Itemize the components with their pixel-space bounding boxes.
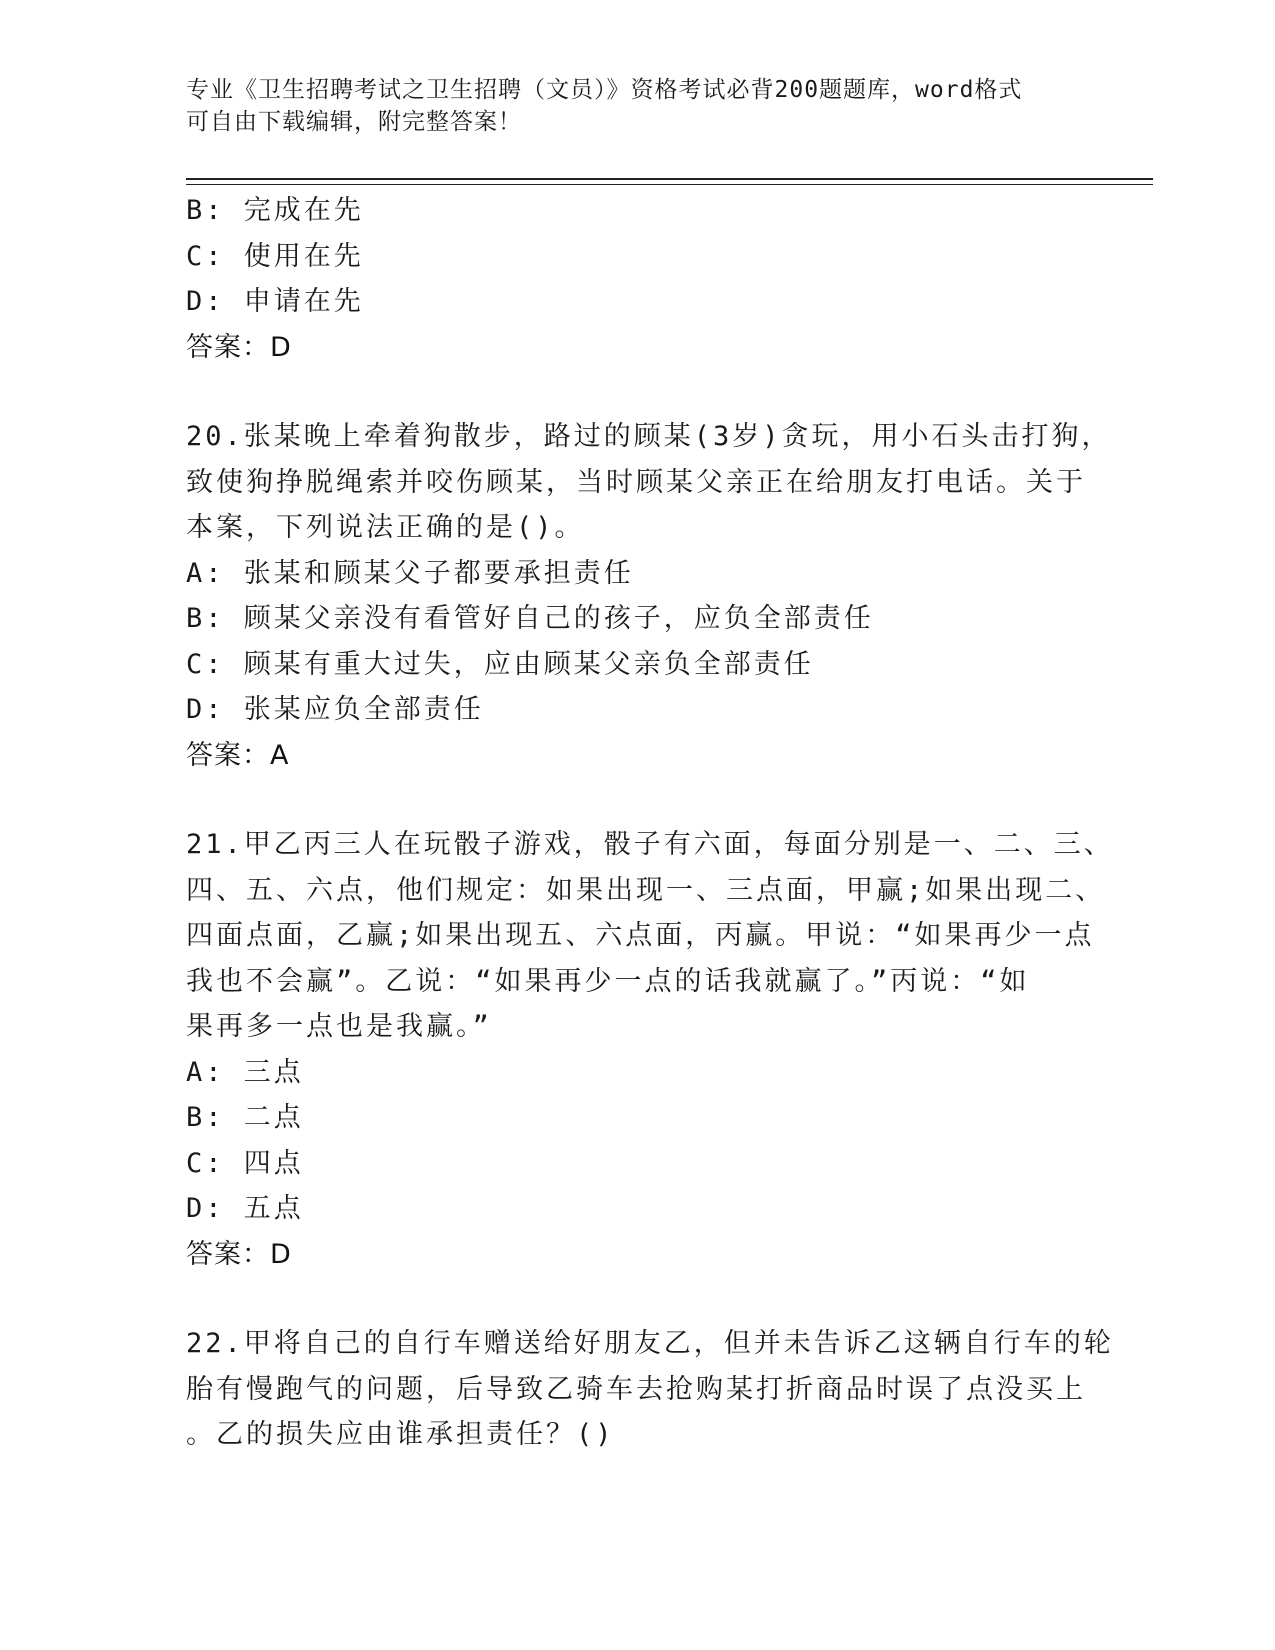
question-stem-line: 果再多一点也是我赢。” (186, 1011, 492, 1042)
option-b: B: 完成在先 (186, 195, 364, 226)
question-stem-line: 22.甲将自己的自行车赠送给好朋友乙，但并未告诉乙这辆自行车的轮 (186, 1328, 1114, 1359)
answer-text: 答案：A (186, 739, 290, 771)
spacer (186, 370, 1086, 414)
header-rule-thin (186, 184, 1153, 185)
option-a: A: 三点 (186, 1056, 304, 1088)
question-stem-line: 四面点面，乙赢;如果出现五、六点面，丙赢。甲说：“如果再少一点 (186, 920, 1095, 951)
option-c: C: 使用在先 (186, 240, 364, 272)
header-line-1: 专业《卫生招聘考试之卫生招聘（文员）》资格考试必背200题题库，word格式 (186, 77, 1023, 103)
question-stem-line: 20.张某晚上牵着狗散步，路过的顾某(3岁)贪玩，用小石头击打狗， (186, 421, 1112, 452)
document-body (186, 188, 1114, 1458)
question-stem-line: 胎有慢跑气的问题，后导致乙骑车去抢购某打折商品时误了点没买上 (186, 1373, 1086, 1405)
option-b: B: 二点 (186, 1102, 304, 1133)
spacer (186, 778, 1086, 822)
option-d: D: 五点 (186, 1193, 304, 1224)
option-d: D: 张某应负全部责任 (186, 694, 484, 725)
document-header (186, 74, 1066, 138)
question-stem-line: 本案，下列说法正确的是()。 (186, 512, 585, 543)
header-line-2: 可自由下载编辑，附完整答案！ (186, 109, 522, 135)
answer (186, 1232, 1086, 1278)
question-20 (186, 414, 1112, 778)
answer-text: 答案：D (186, 1238, 292, 1270)
option-c: C: 顾某有重大过失，应由顾某父亲负全部责任 (186, 648, 814, 680)
option-a: A: 张某和顾某父子都要承担责任 (186, 557, 634, 589)
question-22 (186, 1321, 1114, 1458)
option-d: D: 申请在先 (186, 286, 364, 317)
question-stem-line: 致使狗挣脱绳索并咬伤顾某，当时顾某父亲正在给朋友打电话。关于 (186, 466, 1086, 498)
answer (186, 733, 1086, 779)
spacer (186, 1277, 1086, 1321)
question-19-tail (186, 188, 1086, 370)
question-stem-line: 我也不会赢”。乙说：“如果再少一点的话我就赢了。”丙说：“如 (186, 965, 1030, 997)
question-stem-line: 。乙的损失应由谁承担责任？() (186, 1419, 615, 1450)
option-b: B: 顾某父亲没有看管好自己的孩子，应负全部责任 (186, 603, 874, 634)
option-c: C: 四点 (186, 1147, 304, 1179)
answer (186, 325, 1086, 371)
question-stem-line: 四、五、六点，他们规定：如果出现一、三点面，甲赢;如果出现二、 (186, 874, 1106, 906)
header-rule-thick (186, 178, 1153, 180)
question-21 (186, 822, 1114, 1277)
question-stem-line: 21.甲乙丙三人在玩骰子游戏，骰子有六面，每面分别是一、二、三、 (186, 829, 1114, 860)
answer-text: 答案：D (186, 331, 292, 363)
